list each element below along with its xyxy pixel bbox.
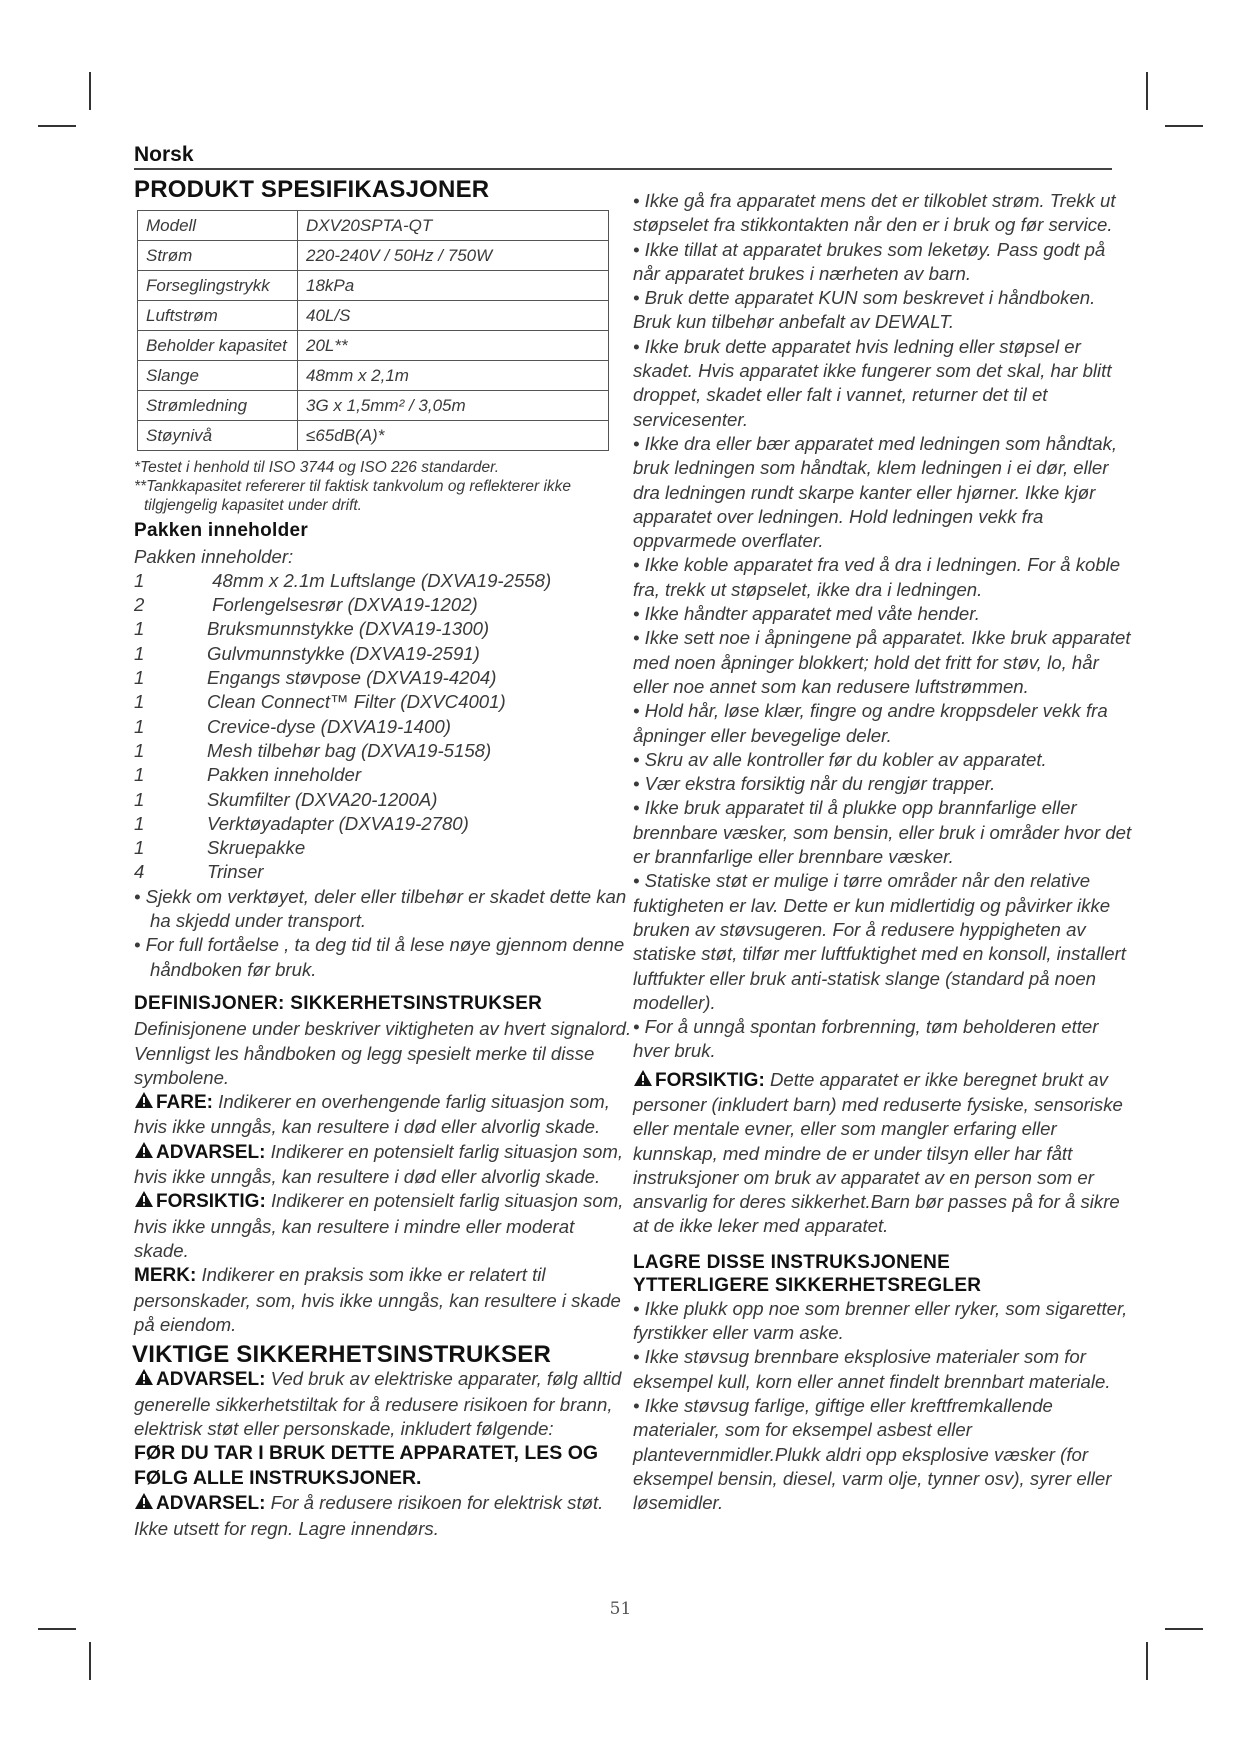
package-item — [134, 763, 634, 787]
extra-safety-bullet: • Ikke støvsug brennbare eksplosive materialer som for eksempel kull, korn eller annet findelt brennbart materiale. — [633, 1346, 1111, 1392]
definition-text: Indikerer en overhengende farlig situasjon som, hvis ikke unngås, kan resultere i død eller alvorlig skade. — [134, 1091, 610, 1138]
important-warning-2-text: For å redusere risikoen for elektrisk støt. Ikke utsett for regn. Lagre innendørs. — [134, 1492, 604, 1539]
spec-value: 220-240V / 50Hz / 750W — [298, 241, 609, 271]
crop-mark — [1165, 1628, 1203, 1630]
definition-item — [134, 1140, 634, 1190]
spec-label: Beholder kapasitet — [138, 331, 298, 361]
package-item-qty: 1 — [134, 837, 145, 859]
package-item-qty: 2 — [134, 594, 145, 616]
spec-row — [138, 301, 609, 331]
save-instructions-heading: LAGRE DISSE INSTRUKSJONENE — [633, 1251, 951, 1273]
extra-safety-bullet: • Ikke støvsug farlige, giftige eller kreftfremkallende materialer, som for eksempel asbest eller plantevernmidler.Plukk aldri opp eksplosive væsker (for eksempel bensin, diesel, varm olje, tynner osv), syrer eller løsemidler. — [633, 1394, 1112, 1514]
package-item-text: Bruksmunnstykke (DXVA19-1300) — [207, 618, 490, 640]
package-item-text: Pakken inneholder — [207, 764, 362, 786]
warning-triangle-icon — [134, 1141, 154, 1165]
crop-mark — [89, 72, 91, 110]
spec-row — [138, 211, 609, 241]
signal-word-advarsel: ADVARSEL: — [156, 1369, 266, 1391]
spec-value: DXV20SPTA-QT — [298, 211, 609, 241]
extra-safety-bullet: • Ikke plukk opp noe som brenner eller ryker, som sigaretter, fyrstikker eller varm aske. — [633, 1297, 1128, 1344]
safety-bullets — [633, 189, 1133, 1064]
safety-bullet: • Ikke sett noe i åpningene på apparatet. Ikke bruk apparatet med noen åpninger blokkert; hold det fritt for støv, lo, hår eller noe annet som kan redusere luftstrømmen. — [633, 627, 1131, 697]
package-item-text: Verktøyadapter (DXVA19-2780) — [207, 812, 469, 834]
caution-notice — [633, 1068, 1133, 1239]
package-item-text: Clean Connect™ Filter (DXVC4001) — [207, 691, 506, 713]
spec-row — [138, 361, 609, 391]
package-list — [134, 569, 634, 885]
spec-label: Luftstrøm — [138, 301, 298, 331]
safety-bullet: • Ikke bruk dette apparatet hvis ledning eller støpsel er skadet. Hvis apparatet ikke fungerer som det skal, har blitt droppet, skadet eller falt i vannet, returner det til et servicesenter. — [633, 335, 1112, 430]
package-item — [134, 617, 634, 641]
package-item-qty: 1 — [134, 715, 145, 737]
package-item-qty: 4 — [134, 861, 145, 883]
spec-value: 48mm x 2,1m — [298, 361, 609, 391]
spec-label: Strøm — [138, 241, 298, 271]
important-warning-2 — [134, 1491, 634, 1541]
spec-note-2: **Tankkapasitet refererer til faktisk tankvolum og reflekterer ikke tilgjengelig kapasitet under drift. — [134, 478, 572, 515]
spec-label: Støynivå — [138, 421, 298, 451]
package-item-text: Forlengelsesrør (DXVA19-1202) — [207, 594, 478, 616]
spec-value: 18kPa — [298, 271, 609, 301]
right-column — [633, 189, 1133, 1515]
spec-note-1: *Testet i henhold til ISO 3744 og ISO 226 standarder. — [134, 459, 500, 477]
spec-value: 40L/S — [298, 301, 609, 331]
spec-value: 20L** — [298, 331, 609, 361]
spec-label: Forseglingstrykk — [138, 271, 298, 301]
definitions-list — [134, 1090, 634, 1263]
package-item — [134, 642, 634, 666]
package-item-text: Mesh tilbehør bag (DXVA19-5158) — [207, 739, 492, 761]
crop-mark — [38, 125, 76, 127]
package-item — [134, 860, 634, 884]
spec-row — [138, 391, 609, 421]
definition-item — [134, 1189, 634, 1263]
extra-rules-heading: YTTERLIGERE SIKKERHETSREGLER — [633, 1274, 982, 1296]
package-item — [134, 715, 634, 739]
package-bullet: • For full fortåelse , ta deg tid til å lese nøye gjennom denne håndboken før bruk. — [134, 934, 625, 980]
signal-word-forsiktig: FORSIKTIG: — [655, 1069, 765, 1091]
package-item-qty: 1 — [134, 618, 145, 640]
crop-mark — [38, 1628, 76, 1630]
safety-bullet: • For å unngå spontan forbrenning, tøm beholderen etter hver bruk. — [633, 1016, 1099, 1062]
crop-mark — [1165, 125, 1203, 127]
package-item — [134, 569, 634, 593]
package-item-qty: 1 — [134, 569, 145, 591]
warning-triangle-icon — [633, 1069, 653, 1093]
package-item — [134, 593, 634, 617]
safety-bullet: • Statiske støt er mulige i tørre områder når den relative fuktigheten er lav. Dette er kun midlertidig og påvirker ikke bruken av støvsugeren. For å redusere hyppigheten av statiske støt, tilfør mer luftfuktighet med en konsoll, installert luftfukter eller bruk anti-statisk slange (standard på noen modeller). — [633, 870, 1126, 1013]
package-item-text: Crevice-dyse (DXVA19-1400) — [207, 715, 451, 737]
safety-bullet: • Bruk dette apparatet KUN som beskrevet i håndboken. Bruk kun tilbehør anbefalt av DEWALT. — [633, 287, 1096, 333]
definitions-intro: Definisjonene under beskriver viktigheten av hvert signalord. Vennligst les håndboken og legg spesielt merke til disse symbolene. — [134, 1018, 632, 1088]
package-item-text: Skumfilter (DXVA20-1200A) — [207, 788, 438, 810]
spec-label: Strømledning — [138, 391, 298, 421]
safety-bullet: • Ikke håndter apparatet med våte hender. — [633, 603, 980, 625]
crop-mark — [89, 1642, 91, 1680]
package-item — [134, 666, 634, 690]
left-column — [134, 178, 634, 1541]
package-item — [134, 788, 634, 812]
package-item — [134, 739, 634, 763]
package-item-text: Engangs støvpose (DXVA19-4204) — [207, 667, 497, 689]
package-bullets — [134, 885, 634, 982]
package-intro: Pakken inneholder: — [134, 545, 294, 567]
page-number: 51 — [609, 1599, 632, 1619]
spec-row — [138, 331, 609, 361]
package-item — [134, 836, 634, 860]
warning-triangle-icon — [134, 1091, 154, 1115]
safety-bullet: • Ikke bruk apparatet til å plukke opp brannfarlige eller brennbare væsker, som bensin, eller bruk i områder hvor det er brannfarlige eller brennbare væsker. — [633, 797, 1132, 868]
package-item — [134, 690, 634, 714]
definition-text: Indikerer en potensielt farlig situasjon som, hvis ikke unngås, kan resultere i mindre eller moderat skade. — [134, 1190, 624, 1261]
spec-value: 3G x 1,5mm² / 3,05m — [298, 391, 609, 421]
specs-title: PRODUKT SPESIFIKASJONER — [134, 176, 490, 203]
definition-item — [134, 1090, 634, 1140]
signal-word: FARE: — [156, 1092, 213, 1114]
package-item-text: Skruepakke — [207, 837, 306, 859]
spec-row — [138, 241, 609, 271]
spec-label: Slange — [138, 361, 298, 391]
safety-bullet: • Skru av alle kontroller før du kobler av apparatet. — [633, 748, 1047, 770]
language-label: Norsk — [134, 143, 194, 166]
crop-mark — [1146, 1642, 1148, 1680]
package-item-qty: 1 — [134, 642, 145, 664]
caution-text: Dette apparatet er ikke beregnet brukt av personer (inkludert barn) med reduserte fysiske, sensoriske eller mentale evner, eller som mangler erfaring eller kunnskap, med mindre de er under tilsyn eller har fått instruksjoner om bruk av apparatet av en person som er ansvarlig for deres sikkerhet.Barn bør passes på for å sikre at de ikke leker med apparatet. — [633, 1068, 1123, 1237]
definitions-heading: DEFINISJONER: SIKKERHETSINSTRUKSER — [134, 992, 543, 1014]
warning-triangle-icon — [134, 1492, 154, 1516]
package-item-text: Gulvmunnstykke (DXVA19-2591) — [207, 642, 480, 664]
important-warning-1 — [134, 1367, 634, 1441]
package-item-qty: 1 — [134, 667, 145, 689]
package-bullet: • Sjekk om verktøyet, deler eller tilbehør er skadet dette kan ha skjedd under transport. — [134, 885, 627, 932]
spec-table — [137, 210, 609, 451]
safety-bullet: • Ikke gå fra apparatet mens det er tilkoblet strøm. Trekk ut støpselet fra stikkontakten når den er i bruk og før service. — [633, 190, 1116, 236]
package-item-text: 48mm x 2.1m Luftslange (DXVA19-2558) — [207, 569, 552, 591]
safety-bullet: • Vær ekstra forsiktig når du rengjør trapper. — [633, 773, 996, 795]
safety-bullet: • Ikke tillat at apparatet brukes som leketøy. Pass godt på når apparatet brukes i nærheten av barn. — [633, 238, 1106, 284]
spec-value: ≤65dB(A)* — [298, 421, 609, 451]
header-rule — [134, 168, 1112, 170]
definition-text: Indikerer en potensielt farlig situasjon som, hvis ikke unngås, kan resultere i død eller alvorlig skade. — [134, 1140, 624, 1188]
package-item-qty: 1 — [134, 739, 145, 761]
safety-bullet: • Ikke koble apparatet fra ved å dra i ledningen. For å koble fra, trekk ut støpselet, ikke dra i ledningen. — [633, 554, 1121, 600]
signal-word-advarsel: ADVARSEL: — [156, 1493, 266, 1515]
signal-word: FORSIKTIG: — [156, 1191, 266, 1213]
safety-bullet: • Ikke dra eller bær apparatet med ledningen som håndtak, bruk ledningen som håndtak, klem ledningen i ei dør, eller dra ledningen rundt skarpe kanter eller hjørner. Ikke kjør apparatet over ledningen. Hold ledningen vekk fra oppvarmede overflater. — [633, 432, 1118, 552]
warning-triangle-icon — [134, 1368, 154, 1392]
crop-mark — [1146, 72, 1148, 110]
package-item — [134, 812, 634, 836]
signal-word: ADVARSEL: — [156, 1141, 266, 1163]
important-caps-notice: FØR DU TAR I BRUK DETTE APPARATET, LES OG FØLG ALLE INSTRUKSJONER. — [134, 1442, 599, 1490]
spec-label: Modell — [138, 211, 298, 241]
spec-row — [138, 271, 609, 301]
package-item-qty: 1 — [134, 812, 145, 834]
package-heading: Pakken inneholder — [134, 520, 309, 542]
definition-merk — [134, 1263, 634, 1337]
package-item-qty: 1 — [134, 691, 145, 713]
package-item-text: Trinser — [207, 861, 264, 883]
definition-merk-text: Indikerer en praksis som ikke er relatert til personskader, som, hvis ikke unngås, kan resultere i skade på eiendom. — [134, 1264, 621, 1335]
important-heading: VIKTIGE SIKKERHETSINSTRUKSER — [132, 1341, 551, 1369]
package-item-qty: 1 — [134, 764, 145, 786]
important-warning-1-text: Ved bruk av elektriske apparater, følg alltid generelle sikkerhetstiltak for å redusere risikoen for brann, elektrisk støt eller personskade, inkludert følgende: — [134, 1368, 622, 1439]
package-item-qty: 1 — [134, 788, 145, 810]
safety-bullet: • Hold hår, løse klær, fingre og andre kroppsdeler vekk fra åpninger eller bevegelige deler. — [633, 700, 1108, 746]
spec-row — [138, 421, 609, 451]
warning-triangle-icon — [134, 1190, 154, 1214]
extra-safety-bullets — [633, 1297, 1133, 1516]
signal-word-merk: MERK: — [134, 1265, 197, 1287]
